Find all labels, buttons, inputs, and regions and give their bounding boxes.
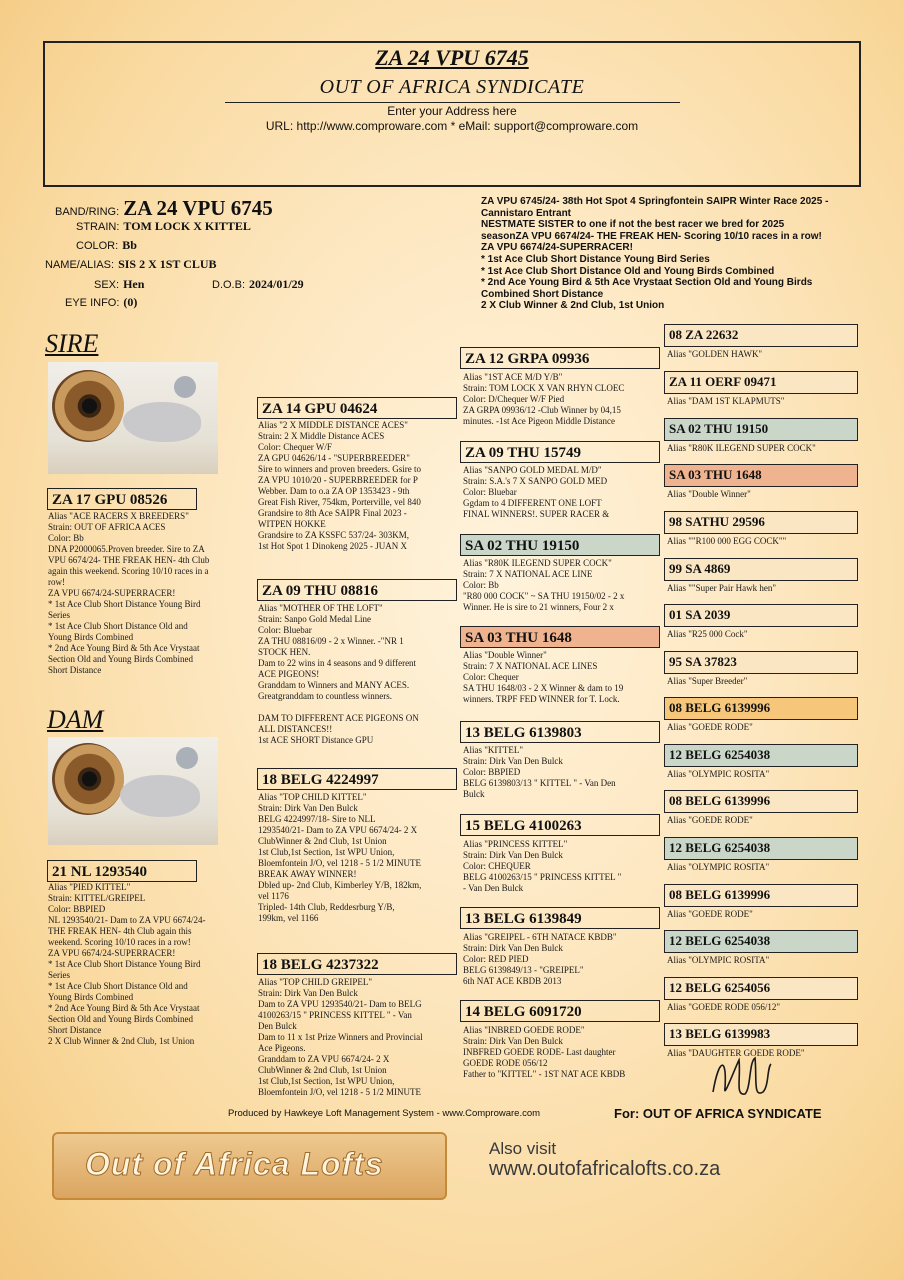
gen2-band: ZA 14 GPU 04624 (258, 398, 456, 419)
strain-label: STRAIN: (76, 221, 120, 233)
gen4-alias: Alias "OLYMPIC ROSITA" (667, 862, 770, 872)
gen4-alias: Alias "GOEDE RODE" (667, 815, 753, 825)
sex-value: Hen (123, 277, 145, 291)
gen4-band: 12 BELG 6254038 (664, 930, 858, 953)
gen3-band: SA 02 THU 19150 (461, 535, 659, 556)
color-label: COLOR: (76, 240, 119, 252)
gen3-band: SA 03 THU 1648 (461, 627, 659, 648)
gen2-box-3 (257, 768, 457, 790)
gen3-details: Alias "R80K ILEGEND SUPER COCK" Strain: 7 X NATIONAL ACE LINE Color: Bb "R80 000 COCK" ~ SA THU 19150/02 - 2 x Winner. He is sire to 21 winners, Four 2 x (463, 558, 625, 612)
gen4-alias: Alias "GOEDE RODE 056/12" (667, 1002, 781, 1012)
gen3-details: Alias "Double Winner" Strain: 7 X NATIONAL ACE LINES Color: Chequer SA THU 1648/03 - 2 X Winner & dam to 19 winners. TRPF FED WINNER for T. Lock. (463, 650, 624, 704)
gen3-details: Alias "KITTEL" Strain: Dirk Van Den Bulck Color: BBPIED BELG 6139803/13 " KITTEL " - Van Den Bulck (463, 745, 616, 799)
syndicate-name: OUT OF AFRICA SYNDICATE (319, 76, 585, 98)
gen3-band: ZA 12 GRPA 09936 (461, 348, 659, 369)
also-visit-text: Also visit (489, 1139, 557, 1158)
gen4-band: 08 BELG 6139996 (664, 697, 858, 720)
gen4-alias: Alias "DAM 1ST KLAPMUTS" (667, 396, 785, 406)
gen3-band: ZA 09 THU 15749 (461, 442, 659, 463)
gen4-alias: Alias ""Super Pair Hawk hen" (667, 583, 777, 593)
gen4-band: 01 SA 2039 (664, 604, 858, 627)
gen3-box-7 (460, 907, 660, 929)
gen4-band: 12 BELG 6254038 (664, 837, 858, 860)
gen4-alias: Alias "GOLDEN HAWK" (667, 349, 763, 359)
gen4-alias: Alias "Double Winner" (667, 489, 751, 499)
dam-box (47, 860, 197, 882)
eye-label: EYE INFO: (65, 297, 120, 309)
sire-band: ZA 17 GPU 08526 (48, 489, 196, 510)
gen3-details: Alias "1ST ACE M/D Y/B" Strain: TOM LOCK X VAN RHYN CLOEC Color: D/Chequer W/F Pied ZA GRPA 09936/12 -Club Winner by 04,15 minutes. -1st Ace Pigeon Middle Distance (463, 372, 625, 426)
dam-pigeon-head (176, 747, 198, 769)
gen2-band: 18 BELG 4237322 (258, 954, 456, 975)
website-link[interactable]: www.outofafricalofts.co.za (489, 1158, 721, 1180)
gen4-band: SA 02 THU 19150 (664, 418, 858, 441)
gen3-band: 13 BELG 6139803 (461, 722, 659, 743)
gen4-band: 13 BELG 6139983 (664, 1023, 858, 1046)
gen3-box-5 (460, 721, 660, 743)
gen3-band: 14 BELG 6091720 (461, 1001, 659, 1022)
gen2-details: Alias "TOP CHILD GREIPEL" Strain: Dirk Van Den Bulck Dam to ZA VPU 1293540/21- Dam to BELG 4100263/15 " PRINCESS KITTEL " - Van Den Bulck Dam to 11 x 1st Prize Winners and Provincial Ace Pigeons. Granddam to ZA VPU 6674/24- 2 X ClubWinner & 2nd Club, 1st Union 1st Club,1st Section, 1st WPU Union, Bloemfontein J/O, vel 1218 - 5 1/2 MINUTE (258, 977, 423, 1097)
signature-image (705, 1048, 775, 1104)
gen2-box-1 (257, 397, 457, 419)
gen2-box-4 (257, 953, 457, 975)
gen3-band: 15 BELG 4100263 (461, 815, 659, 836)
sire-photo (48, 362, 218, 474)
gen4-band: SA 03 THU 1648 (664, 464, 858, 487)
gen4-band: 08 BELG 6139996 (664, 790, 858, 813)
gen4-alias: Alias "DAUGHTER GOEDE RODE" (667, 1048, 805, 1058)
gen3-details: Alias "SANPO GOLD MEDAL M/D" Strain: S.A.'s 7 X SANPO GOLD MED Color: Bluebar Ggdam to 4 DIFFERENT ONE LOFT FINAL WINNERS!. SUPER RACER & (463, 465, 610, 519)
gen4-band: 12 BELG 6254038 (664, 744, 858, 767)
sire-box (47, 488, 197, 510)
band-label: BAND/RING: (55, 206, 120, 218)
band-value: ZA 24 VPU 6745 (123, 196, 273, 220)
page-title: ZA 24 VPU 6745 (375, 45, 529, 70)
gen4-band: 99 SA 4869 (664, 558, 858, 581)
eye-value: (0) (123, 295, 138, 309)
gen4-alias: Alias ""R100 000 EGG COCK"" (667, 536, 787, 546)
gen2-details: Alias "MOTHER OF THE LOFT" Strain: Sanpo Gold Medal Line Color: Bluebar ZA THU 08816/09 - 2 x Winner. -"NR 1 STOCK HEN. Dam to 22 wins in 4 seasons and 9 different ACE PIGEONS! Granddam to Winners and MANY ACES. Greatgranddam to countless winners. DAM TO DIFFERENT ACE PIGEONS ON ALL DISTANCES!! 1st ACE SHORT Distance GPU (258, 603, 419, 745)
dob-label: D.O.B: (212, 279, 246, 291)
gen3-details: Alias "INBRED GOEDE RODE" Strain: Dirk Van Den Bulck INBFRED GOEDE RODE- Last daughter GOEDE RODE 056/12 Father to "KITTEL" - 1ST NAT ACE KBDB (463, 1025, 626, 1079)
sire-heading: SIRE (45, 329, 99, 358)
sire-eye-image (52, 370, 124, 442)
dam-details: Alias "PIED KITTEL" Strain: KITTEL/GREIPEL Color: BBPIED NL 1293540/21- Dam to ZA VPU 6674/24- THE FREAK HEN- 4th Club again this weekend. Scoring 10/10 races in a row! ZA VPU 6674/24-SUPERRACER! * 1st Ace Club Short Distance Young Bird Series * 1st Ace Club Short Distance Old and Young Birds Combined * 2nd Ace Young Bird & 5th Ace Vrystaat Section Old and Young Birds Combined Short Distance 2 X Club Winner & 2nd Club, 1st Union (48, 882, 206, 1046)
gen3-box-2 (460, 441, 660, 463)
color-row (76, 236, 137, 254)
gen2-box-2 (257, 579, 457, 601)
dam-pigeon-body (120, 775, 200, 817)
gen3-box-1 (460, 347, 660, 369)
gen4-band: 08 ZA 22632 (664, 324, 858, 347)
gen4-band: 12 BELG 6254056 (664, 977, 858, 1000)
gen3-band: 13 BELG 6139849 (461, 908, 659, 929)
sire-pigeon-body (123, 402, 201, 442)
gen4-alias: Alias "OLYMPIC ROSITA" (667, 769, 770, 779)
gen4-band: 95 SA 37823 (664, 651, 858, 674)
sex-row (94, 275, 144, 293)
dam-heading: DAM (47, 705, 104, 734)
gen3-box-8 (460, 1000, 660, 1022)
sire-details: Alias "ACE RACERS X BREEDERS" Strain: OUT OF AFRICA ACES Color: Bb DNA P2000065.Proven breeder. Sire to ZA VPU 6674/24- THE FREAK HEN- 4th Club again this weekend. Scoring 10/10 races in a row! ZA VPU 6674/24-SUPERRACER! * 1st Ace Club Short Distance Young Bird Series * 1st Ace Club Short Distance Old and Young Birds Combined * 2nd Ace Young Bird & 5th Ace Vrystaat Section Old and Young Birds Combined Short Distance (48, 511, 210, 675)
dam-eye-image (52, 743, 124, 815)
color-value: Bb (122, 238, 137, 252)
gen3-box-3 (460, 534, 660, 556)
dob-row (212, 275, 304, 293)
gen2-band: 18 BELG 4224997 (258, 769, 456, 790)
achievements-text: ZA VPU 6745/24- 38th Hot Spot 4 Springfontein SAIPR Winter Race 2025 - Cannistaro Entrant NESTMATE SISTER to one if not the best racer we bred for 2025 seasonZA VPU 6674/24- THE FREAK HEN- Scoring 10/10 races in a row! ZA VPU 6674/24-SUPERRACER! * 1st Ace Club Short Distance Young Bird Series * 1st Ace Club Short Distance Old and Young Birds Combined * 2nd Ace Young Bird & 5th Ace Vrystaat Section Old and Young Birds Combined Short Distance 2 X Club Winner & 2nd Club, 1st Union (481, 196, 829, 312)
gen4-band: 98 SATHU 29596 (664, 511, 858, 534)
strain-row (76, 217, 251, 235)
sire-pigeon-head (174, 376, 196, 398)
gen4-alias: Alias "OLYMPIC ROSITA" (667, 955, 770, 965)
name-value: SIS 2 X 1ST CLUB (118, 257, 217, 271)
dam-band: 21 NL 1293540 (48, 861, 196, 882)
gen4-alias: Alias "GOEDE RODE" (667, 722, 753, 732)
produced-by-text: Produced by Hawkeye Loft Management System - www.Comproware.com (228, 1108, 541, 1119)
gen2-band: ZA 09 THU 08816 (258, 580, 456, 601)
dob-value: 2024/01/29 (249, 277, 304, 291)
sex-label: SEX: (94, 279, 120, 291)
url-line: URL: http://www.comproware.com * eMail: support@comproware.com (265, 119, 639, 133)
header-divider (225, 102, 680, 103)
gen4-alias: Alias "Super Breeder" (667, 676, 748, 686)
for-syndicate-text: For: OUT OF AFRICA SYNDICATE (614, 1106, 822, 1121)
gen3-box-4 (460, 626, 660, 648)
lofts-banner-text: Out of Africa Lofts (85, 1146, 384, 1182)
address-line: Enter your Address here (387, 104, 517, 118)
gen3-box-6 (460, 814, 660, 836)
gen4-alias: Alias "GOEDE RODE" (667, 909, 753, 919)
gen3-details: Alias "GREIPEL - 6TH NATACE KBDB" Strain: Dirk Van Den Bulck Color: RED PIED BELG 6139849/13 - "GREIPEL" 6th NAT ACE KBDB 2013 (463, 932, 617, 986)
gen2-details: Alias "2 X MIDDLE DISTANCE ACES" Strain: 2 X Middle Distance ACES Color: Chequer W/F ZA GPU 04626/14 - "SUPERBREEDER" Sire to winners and proven breeders. Gsire to ZA VPU 1010/20 - SUPERBREEDER for P Webber. Dam to o.a ZA OP 1353423 - 9th Great Fish River, 754km, Porterville, vel 840 Grandsire to 8th Ace SAIPR Final 2023 - WITPEN HOKKE Grandsire to ZA KSSFC 537/24- 303KM, 1st Hot Spot 1 Dinokeng 2025 - JUAN X (258, 420, 421, 551)
name-label: NAME/ALIAS: (45, 259, 115, 271)
gen2-details: Alias "TOP CHILD KITTEL" Strain: Dirk Van Den Bulck BELG 4224997/18- Sire to NLL 1293540/21- Dam to ZA VPU 6674/24- 2 X ClubWinner & 2nd Club, 1st Union 1st Club,1st Section, 1st WPU Union, Bloemfontein J/O, vel 1218 - 5 1/2 MINUTE BREAK AWAY WINNER! Dbled up- 2nd Club, Kimberley Y/B, 182km, vel 1176 Tripled- 14th Club, Reddesrburg Y/B, 199km, vel 1166 (258, 792, 422, 923)
gen4-alias: Alias "R80K ILEGEND SUPER COCK" (667, 443, 816, 453)
gen4-alias: Alias "R25 000 Cock" (667, 629, 748, 639)
dam-photo (48, 737, 218, 845)
name-row (45, 255, 217, 273)
eye-row (65, 293, 137, 311)
gen4-band: ZA 11 OERF 09471 (664, 371, 858, 394)
gen4-band: 08 BELG 6139996 (664, 884, 858, 907)
strain-value: TOM LOCK X KITTEL (123, 219, 251, 233)
gen3-details: Alias "PRINCESS KITTEL" Strain: Dirk Van Den Bulck Color: CHEQUER BELG 4100263/15 " PRINCESS KITTEL " - Van Den Bulck (463, 839, 622, 893)
